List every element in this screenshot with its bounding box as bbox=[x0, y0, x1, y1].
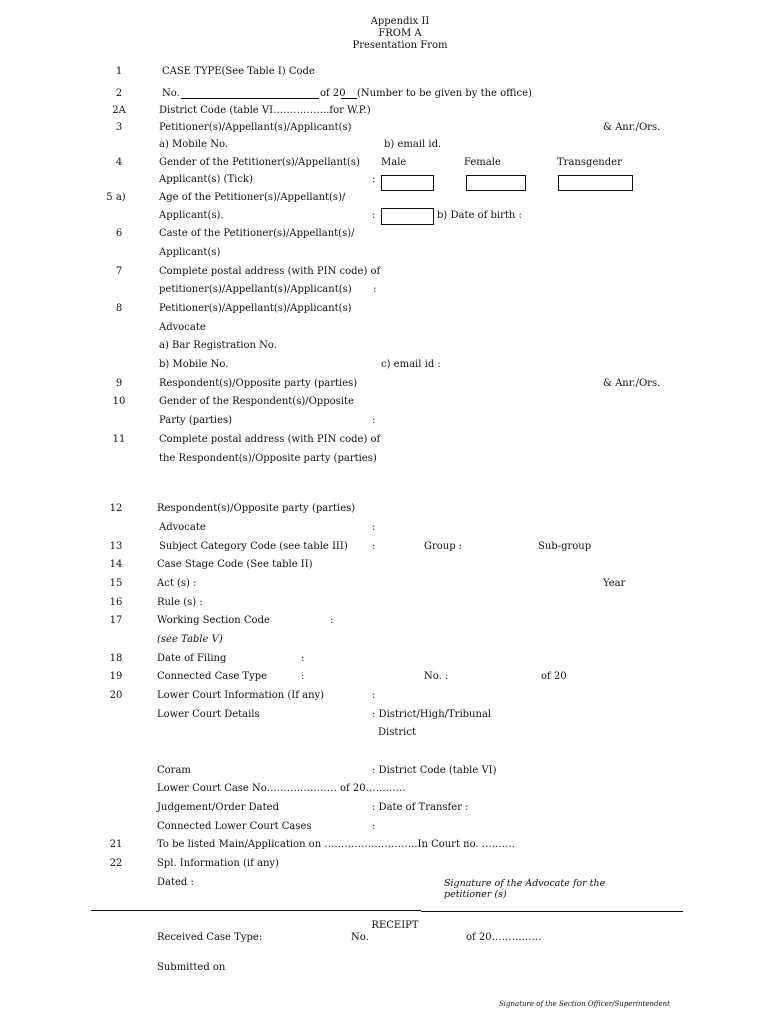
row-number: 5 a) bbox=[106, 192, 126, 203]
date-of-transfer-label: : Date of Transfer : bbox=[372, 802, 469, 813]
lower-court-info-label: Lower Court Information (If any) bbox=[157, 690, 325, 701]
gender-label-cont: Applicant(s) (Tick) bbox=[159, 174, 253, 185]
lower-court-details-label: Lower Court Details bbox=[157, 709, 260, 720]
row-number: 16 bbox=[109, 597, 123, 608]
petitioner-label: Petitioner(s)/Appellant(s)/Applicant(s) bbox=[159, 122, 352, 133]
row-number: 22 bbox=[109, 858, 123, 869]
number-label: No. bbox=[162, 88, 180, 99]
respondent-label: Respondent(s)/Opposite party (parties) bbox=[159, 378, 358, 389]
receipt-year-label: of 20…………… bbox=[466, 932, 542, 943]
row-number: 10 bbox=[112, 396, 126, 407]
respondent-address-label-cont: the Respondent(s)/Opposite party (parties) bbox=[159, 453, 377, 464]
special-information-label: Spl. Information (if any) bbox=[157, 858, 279, 869]
postal-address-label-cont: petitioner(s)/Appellant(s)/Applicant(s) bbox=[159, 284, 352, 295]
respondent-gender-label: Gender of the Respondent(s)/Opposite bbox=[159, 396, 354, 407]
bar-registration-label: a) Bar Registration No. bbox=[159, 340, 277, 351]
dated-label: Dated : bbox=[157, 877, 194, 888]
group-label: Group : bbox=[424, 541, 463, 552]
connected-no-label: No. : bbox=[424, 671, 449, 682]
row-number: 15 bbox=[109, 578, 123, 589]
row-number: 3 bbox=[115, 122, 123, 133]
act-label: Act (s) : bbox=[157, 578, 197, 589]
colon: : bbox=[330, 615, 334, 626]
case-stage-label: Case Stage Code (See table II) bbox=[157, 559, 313, 570]
connected-year-label: of 20 bbox=[541, 671, 567, 682]
row-number: 7 bbox=[115, 266, 123, 277]
row-number: 11 bbox=[112, 434, 126, 445]
listing-label: To be listed Main/Application on ……………………….In Court no. ………. bbox=[157, 839, 515, 850]
postal-address-label: Complete postal address (with PIN code) of bbox=[159, 266, 381, 277]
connected-lower-cases-label: Connected Lower Court Cases bbox=[157, 821, 312, 832]
appendix-title: Appendix II bbox=[370, 16, 430, 27]
row-number: 2 bbox=[115, 88, 123, 99]
office-note: (Number to be given by the office) bbox=[357, 88, 532, 99]
form-title: FROM A bbox=[378, 28, 422, 39]
row-number: 17 bbox=[109, 615, 123, 626]
email-id-label: b) email id. bbox=[384, 139, 442, 150]
petitioner-advocate-label: Petitioner(s)/Appellant(s)/Applicant(s) bbox=[159, 303, 352, 314]
coram-label: Coram bbox=[157, 765, 191, 776]
connected-case-label: Connected Case Type bbox=[157, 671, 268, 682]
submitted-on-label: Submitted on bbox=[157, 962, 226, 973]
respondent-advocate-label-cont: Advocate bbox=[159, 522, 206, 533]
colon: : bbox=[372, 174, 376, 185]
judgement-dated-label: Judgement/Order Dated bbox=[157, 802, 279, 813]
anr-ors-label: & Anr./Ors. bbox=[603, 122, 661, 133]
colon: : bbox=[372, 541, 376, 552]
respondent-address-label: Complete postal address (with PIN code) of bbox=[159, 434, 381, 445]
row-number: 14 bbox=[109, 559, 123, 570]
colon: : bbox=[301, 653, 305, 664]
lower-court-case-no-label: Lower Court Case No………………… of 20………… bbox=[157, 783, 406, 794]
rule-label: Rule (s) : bbox=[157, 597, 203, 608]
age-label-cont: Applicant(s). bbox=[159, 210, 224, 221]
row-number: 4 bbox=[115, 157, 123, 168]
petitioner-advocate-label-cont: Advocate bbox=[159, 322, 206, 333]
date-of-birth-label: b) Date of birth : bbox=[437, 210, 522, 221]
gender-option-female: Female bbox=[464, 157, 501, 168]
gender-option-male: Male bbox=[381, 157, 407, 168]
respondent-gender-label-cont: Party (parties) bbox=[159, 415, 233, 426]
row-number: 9 bbox=[115, 378, 123, 389]
received-case-type-label: Received Case Type: bbox=[157, 932, 263, 943]
lower-court-details-value: : District/High/Tribunal bbox=[372, 709, 492, 720]
colon: : bbox=[372, 821, 376, 832]
date-of-filing-label: Date of Filing bbox=[157, 653, 227, 664]
row-number: 6 bbox=[115, 228, 123, 239]
receipt-title: RECEIPT bbox=[371, 920, 419, 931]
respondent-advocate-label: Respondent(s)/Opposite party (parties) bbox=[157, 503, 356, 514]
advocate-mobile-label: b) Mobile No. bbox=[159, 359, 229, 370]
gender-label: Gender of the Petitioner(s)/Appellant(s) bbox=[159, 157, 360, 168]
colon: : bbox=[372, 690, 376, 701]
colon: : bbox=[372, 210, 376, 221]
case-type-label: CASE TYPE(See Table I) Code bbox=[162, 66, 315, 77]
row-number: 13 bbox=[109, 541, 123, 552]
anr-ors-label: & Anr./Ors. bbox=[603, 378, 661, 389]
lower-court-district: District bbox=[378, 727, 416, 738]
year-blank[interactable] bbox=[341, 98, 357, 99]
receipt-no-label: No. bbox=[351, 932, 369, 943]
year-label: of 20 bbox=[320, 88, 346, 99]
row-number: 20 bbox=[109, 690, 123, 701]
subgroup-label: Sub-group bbox=[538, 541, 592, 552]
caste-label: Caste of the Petitioner(s)/Appellant(s)/ bbox=[159, 228, 355, 239]
year-label: Year bbox=[603, 578, 626, 589]
divider-line bbox=[421, 911, 683, 912]
transgender-checkbox[interactable] bbox=[558, 175, 633, 191]
colon: : bbox=[372, 415, 376, 426]
number-blank[interactable] bbox=[181, 98, 319, 99]
section-officer-signature-label: Signature of the Section Officer/Superintendent bbox=[499, 1000, 670, 1008]
age-label: Age of the Petitioner(s)/Appellant(s)/ bbox=[159, 192, 346, 203]
advocate-email-label: c) email id : bbox=[381, 359, 441, 370]
row-number: 1 bbox=[115, 66, 123, 77]
lower-district-code-label: : District Code (table VI) bbox=[372, 765, 497, 776]
colon: : bbox=[301, 671, 305, 682]
caste-label-cont: Applicant(s) bbox=[159, 247, 221, 258]
advocate-signature-label: Signature of the Advocate for the bbox=[444, 878, 606, 889]
female-checkbox[interactable] bbox=[466, 175, 526, 191]
row-number: 18 bbox=[109, 653, 123, 664]
age-field[interactable] bbox=[381, 208, 434, 225]
row-number: 21 bbox=[109, 839, 123, 850]
male-checkbox[interactable] bbox=[381, 175, 434, 191]
working-section-label: Working Section Code bbox=[157, 615, 270, 626]
colon: : bbox=[373, 284, 377, 295]
district-code-label: District Code (table VI……………..for W.P.) bbox=[159, 105, 371, 116]
divider-line bbox=[91, 910, 421, 911]
row-number: 8 bbox=[115, 303, 123, 314]
advocate-signature-label-cont: petitioner (s) bbox=[444, 889, 507, 900]
see-table-note: (see Table V) bbox=[157, 634, 223, 645]
row-number: 2A bbox=[112, 105, 126, 116]
row-number: 19 bbox=[109, 671, 123, 682]
mobile-no-label: a) Mobile No. bbox=[159, 139, 228, 150]
gender-option-transgender: Transgender bbox=[557, 157, 622, 168]
row-number: 12 bbox=[109, 503, 123, 514]
subject-category-label: Subject Category Code (see table III) bbox=[159, 541, 348, 552]
form-subtitle: Presentation From bbox=[352, 40, 448, 51]
colon: : bbox=[372, 522, 376, 533]
